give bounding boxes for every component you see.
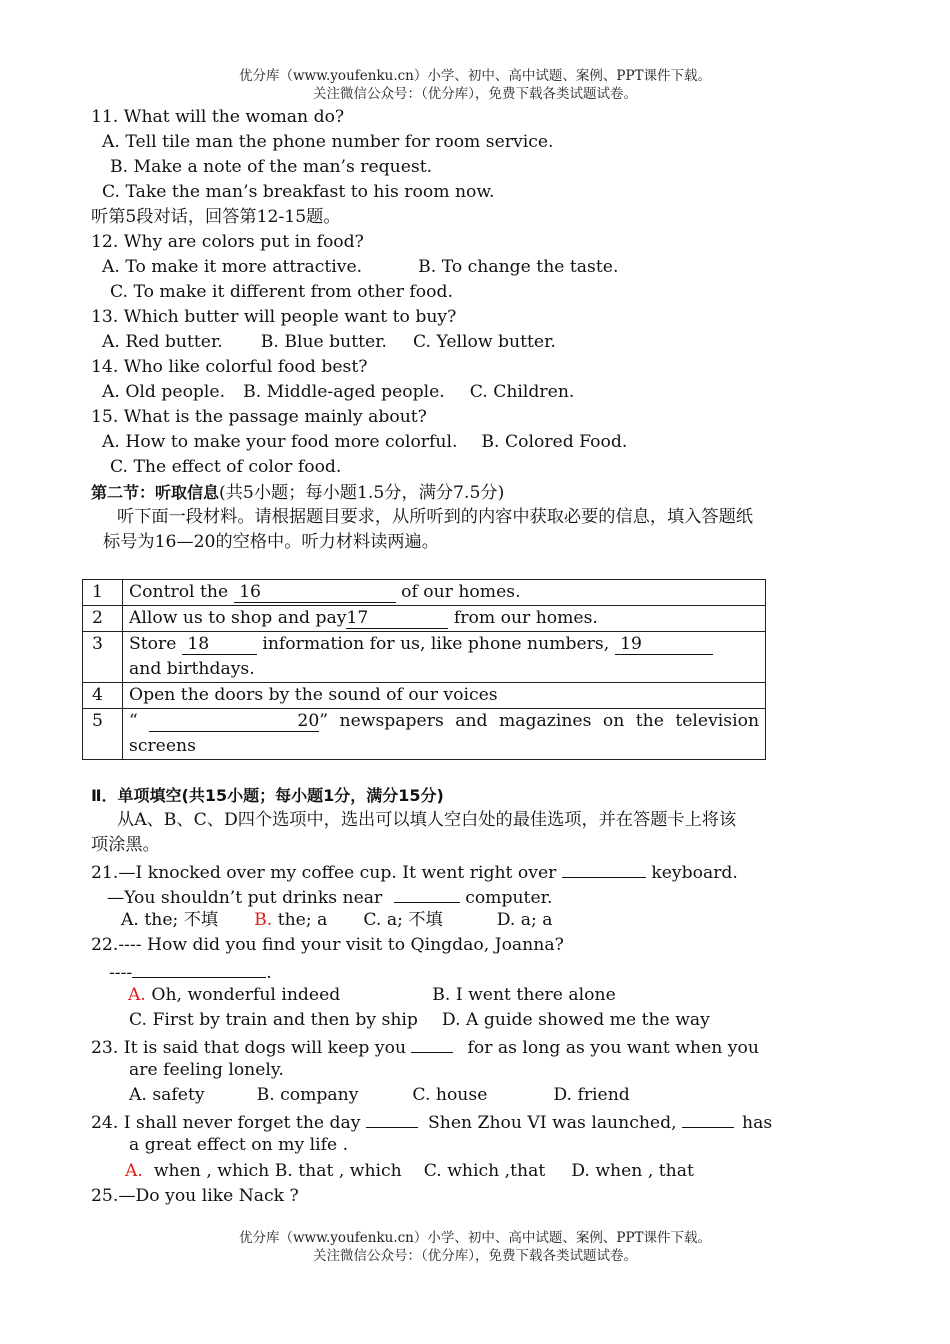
answer-blank-19[interactable]	[615, 635, 713, 655]
q12-option-b: B. To change the taste.	[418, 257, 619, 277]
q24-option-c: C. which ,that	[423, 1161, 546, 1181]
footer-line-1: 优分库（www.youfenku.cn）小学、初中、高中试题、案例、PPT课件下载。	[238, 1230, 712, 1246]
section-2-instruction-2: 标号为16—20的空格中。听力材料读两遍。	[103, 532, 439, 552]
row-text: newspapers and magazines on the television	[339, 711, 760, 731]
q22-text: .	[266, 963, 272, 983]
q14-options-row	[91, 380, 821, 405]
information-table	[82, 579, 766, 760]
quote-mark: “	[129, 711, 138, 731]
q22-option-b: B. I went there alone	[432, 985, 616, 1005]
q24-text: has	[742, 1113, 773, 1133]
q13-option-b: B. Blue butter.	[260, 332, 388, 352]
q11-option-b: B. Make a note of the man’s request.	[110, 157, 433, 177]
q24-option-d: D. when , that	[571, 1161, 694, 1181]
q21-option-c: C. a; 不填	[363, 910, 443, 930]
q21-answer-letter: B.	[254, 910, 273, 930]
q21-text: keyboard.	[651, 863, 738, 883]
q23-option-c: C. house	[412, 1085, 488, 1105]
q23-blank	[411, 1033, 453, 1053]
answer-blank-16[interactable]	[234, 583, 396, 603]
q21-text: computer.	[465, 888, 553, 908]
section-2-heading	[91, 480, 821, 505]
table-row	[83, 606, 766, 632]
part-2-instruction-1: 从A、B、C、D四个选项中，选出可以填人空白处的最佳选项，并在答题卡上将该	[117, 810, 737, 830]
q21-option-a: A. the; 不填	[121, 910, 219, 930]
answer-blank-20[interactable]	[149, 712, 319, 732]
q21-blank-2	[394, 883, 460, 903]
q24-line-1	[91, 1108, 821, 1133]
blank-number: 16	[239, 582, 261, 602]
row-text: Allow us to shop and pay	[129, 608, 347, 628]
row-number: 5	[83, 709, 123, 760]
q23-text: 23. It is said that dogs will keep you	[91, 1038, 407, 1058]
q24-option-a: when , which	[153, 1161, 270, 1181]
footer-line-2: 关注微信公众号：（优分库），免费下载各类试题试卷。	[313, 1248, 637, 1264]
q23-option-d: D. friend	[553, 1085, 630, 1105]
q12-option-a: A. To make it more attractive.	[102, 257, 363, 277]
q23-option-b: B. company	[256, 1085, 359, 1105]
q22-stem: 22.---- How did you find your visit to Qingdao, Joanna?	[91, 935, 564, 955]
q14-option-b: B. Middle-aged people.	[243, 382, 445, 402]
q14-stem: 14. Who like colorful food best?	[91, 357, 368, 377]
row-text: Store	[129, 634, 177, 654]
q15-option-b: B. Colored Food.	[481, 432, 628, 452]
row-text: Control the	[129, 582, 229, 602]
q21-blank-1	[562, 858, 646, 878]
header-line-1: 优分库（www.youfenku.cn）小学、初中、高中试题、案例、PPT课件下载。	[238, 68, 712, 84]
row-text: from our homes.	[453, 608, 598, 628]
q13-stem: 13. Which butter will people want to buy?	[91, 307, 457, 327]
row-content	[123, 709, 766, 760]
q11-stem: 11. What will the woman do?	[91, 107, 345, 127]
q24-blank-2	[682, 1108, 734, 1128]
q22-options-row-2	[91, 1008, 821, 1033]
table-row	[83, 632, 766, 683]
q11-option-c: C. Take the man’s breakfast to his room now.	[102, 182, 495, 202]
q15-option-a: A. How to make your food more colorful.	[102, 432, 458, 452]
blank-number: 17	[346, 608, 369, 628]
q22-option-a: Oh, wonderful indeed	[151, 985, 341, 1005]
q15-options-row	[91, 430, 821, 455]
row-content: Open the doors by the sound of our voices	[123, 683, 766, 709]
header-line-2: 关注微信公众号：（优分库），免费下载各类试题试卷。	[313, 86, 637, 102]
q23-text: for as long as you want when you	[467, 1038, 759, 1058]
q24-blank-1	[366, 1108, 418, 1128]
row-number: 1	[83, 580, 123, 606]
q24-line-2: a great effect on my life .	[129, 1135, 349, 1155]
row-text: of our homes.	[401, 582, 521, 602]
q24-answer-letter: A.	[125, 1161, 143, 1181]
section-2-instruction-1: 听下面一段材料。请根据题目要求，从所听到的内容中获取必要的信息，填入答题纸	[117, 507, 753, 527]
q15-option-c: C. The effect of color food.	[110, 457, 342, 477]
q15-stem: 15. What is the passage mainly about?	[91, 407, 427, 427]
q21-text: —You shouldn’t put drinks near	[107, 888, 383, 908]
listening-section	[91, 105, 821, 555]
q21-line-1	[91, 858, 821, 883]
row-content	[123, 632, 766, 683]
q22-option-c: C. First by train and then by ship	[129, 1010, 418, 1030]
q24-option-b: B. that , which	[274, 1161, 402, 1181]
q22-text: ----	[109, 963, 133, 983]
row-content	[123, 580, 766, 606]
q14-option-a: A. Old people.	[102, 382, 226, 402]
row-5-line-1	[129, 709, 759, 734]
q14-option-c: C. Children.	[469, 382, 575, 402]
q21-option-d: D. a; a	[496, 910, 553, 930]
q24-options-row	[91, 1158, 821, 1184]
quote-mark: ”	[319, 711, 329, 731]
q21-text: 21.—I knocked over my coffee cup. It went right over	[91, 863, 557, 883]
section-2-title: 第二节：听取信息	[91, 483, 220, 502]
part-2-title: Ⅱ．单项填空(共15小题；每小题1分，满分15分)	[91, 786, 444, 805]
q13-option-c: C. Yellow butter.	[413, 332, 556, 352]
blank-number: 20	[297, 711, 320, 731]
q12-stem: 12. Why are colors put in food?	[91, 232, 364, 252]
q22-blank	[132, 958, 266, 978]
page-header	[0, 67, 950, 103]
row-number: 4	[83, 683, 123, 709]
table-row	[83, 580, 766, 606]
q23-option-a: A. safety	[129, 1085, 205, 1105]
q22-answer-letter: A.	[128, 985, 146, 1005]
row-content	[123, 606, 766, 632]
answer-blank-18[interactable]	[182, 635, 257, 655]
q23-line-2: are feeling lonely.	[129, 1060, 284, 1080]
dialog-5-instruction: 听第5段对话，回答第12-15题。	[91, 207, 341, 227]
row-number: 3	[83, 632, 123, 683]
page-footer	[0, 1229, 950, 1265]
q12-options-row	[91, 255, 821, 280]
q11-option-a: A. Tell tile man the phone number for room service.	[102, 132, 554, 152]
q23-line-1	[91, 1033, 821, 1058]
q24-text: 24. I shall never forget the day	[91, 1113, 361, 1133]
q21-option-b: the; a	[277, 910, 328, 930]
q12-option-c: C. To make it different from other food.	[110, 282, 453, 302]
row-text: information for us, like phone numbers,	[262, 634, 610, 654]
row-number: 2	[83, 606, 123, 632]
q21-options-row	[91, 908, 821, 933]
blank-number: 18	[187, 634, 210, 654]
q22-option-d: D. A guide showed me the way	[441, 1010, 710, 1030]
table-row	[83, 683, 766, 709]
single-choice-section	[91, 783, 821, 1209]
blank-number: 19	[620, 634, 642, 654]
row-text-continued: screens	[129, 736, 196, 756]
row-text-continued: and birthdays.	[129, 659, 255, 679]
q24-text: Shen Zhou VI was launched,	[427, 1113, 677, 1133]
q22-reply-line	[91, 958, 821, 983]
table-row	[83, 709, 766, 760]
answer-blank-17[interactable]	[346, 609, 448, 629]
part-2-instruction-2: 项涂黑。	[91, 835, 160, 855]
q22-options-row-1	[91, 983, 821, 1008]
q23-options-row	[91, 1083, 821, 1108]
section-2-scoring: (共5小题；每小题1.5分，满分7.5分)	[219, 483, 505, 503]
q21-line-2	[91, 883, 821, 908]
q13-options-row	[91, 330, 821, 355]
q13-option-a: A. Red butter.	[102, 332, 223, 352]
q25-stem: 25.—Do you like Nack ?	[91, 1186, 299, 1206]
